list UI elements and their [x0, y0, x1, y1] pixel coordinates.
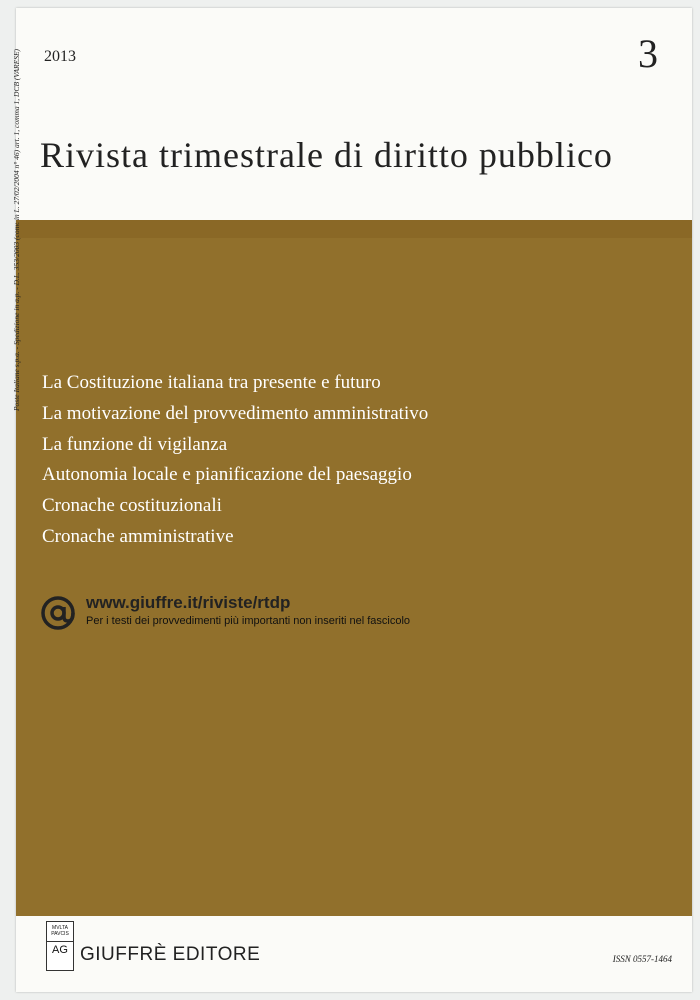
topic-item: Cronache costituzionali [42, 495, 222, 517]
topic-item: Autonomia locale e pianificazione del paesaggio [42, 464, 412, 486]
topic-item: La funzione di vigilanza [42, 433, 228, 455]
at-icon [38, 593, 78, 633]
topic-item: La motivazione del provvedimento amministrativo [42, 402, 429, 424]
topic-item: Cronache amministrative [42, 525, 234, 547]
topic-item: La Costituzione italiana tra presente e futuro [42, 372, 381, 393]
website-block [38, 593, 410, 633]
band-top-stripe [16, 220, 692, 238]
publisher-logo [46, 921, 74, 971]
issn-number: ISSN 0557-1464 [612, 954, 672, 964]
website-note: Per i testi dei provvedimenti più importanti non inseriti nel fascicolo [86, 615, 411, 627]
website-link[interactable]: www.giuffre.it/riviste/rtdp [86, 593, 291, 612]
journal-cover [16, 8, 692, 992]
logo-motto: MVLTA PAVCIS [51, 925, 69, 937]
publication-year: 2013 [44, 48, 76, 65]
logo-initials: AG [47, 941, 73, 956]
publisher-name: GIUFFRÈ EDITORE [80, 944, 261, 965]
journal-title: Rivista trimestrale di diritto pubblico [40, 135, 613, 175]
cover-color-band [16, 220, 692, 916]
issue-number: 3 [638, 31, 658, 76]
postal-imprint: Poste Italiane s.p.a. - Spedizione in a.p. - D.L. 353/2003 (conv. in L. 27/02/2004 n° 46) art. 1, comma 1, DCB (VARESE) [12, 48, 21, 412]
topics-list [42, 368, 428, 553]
